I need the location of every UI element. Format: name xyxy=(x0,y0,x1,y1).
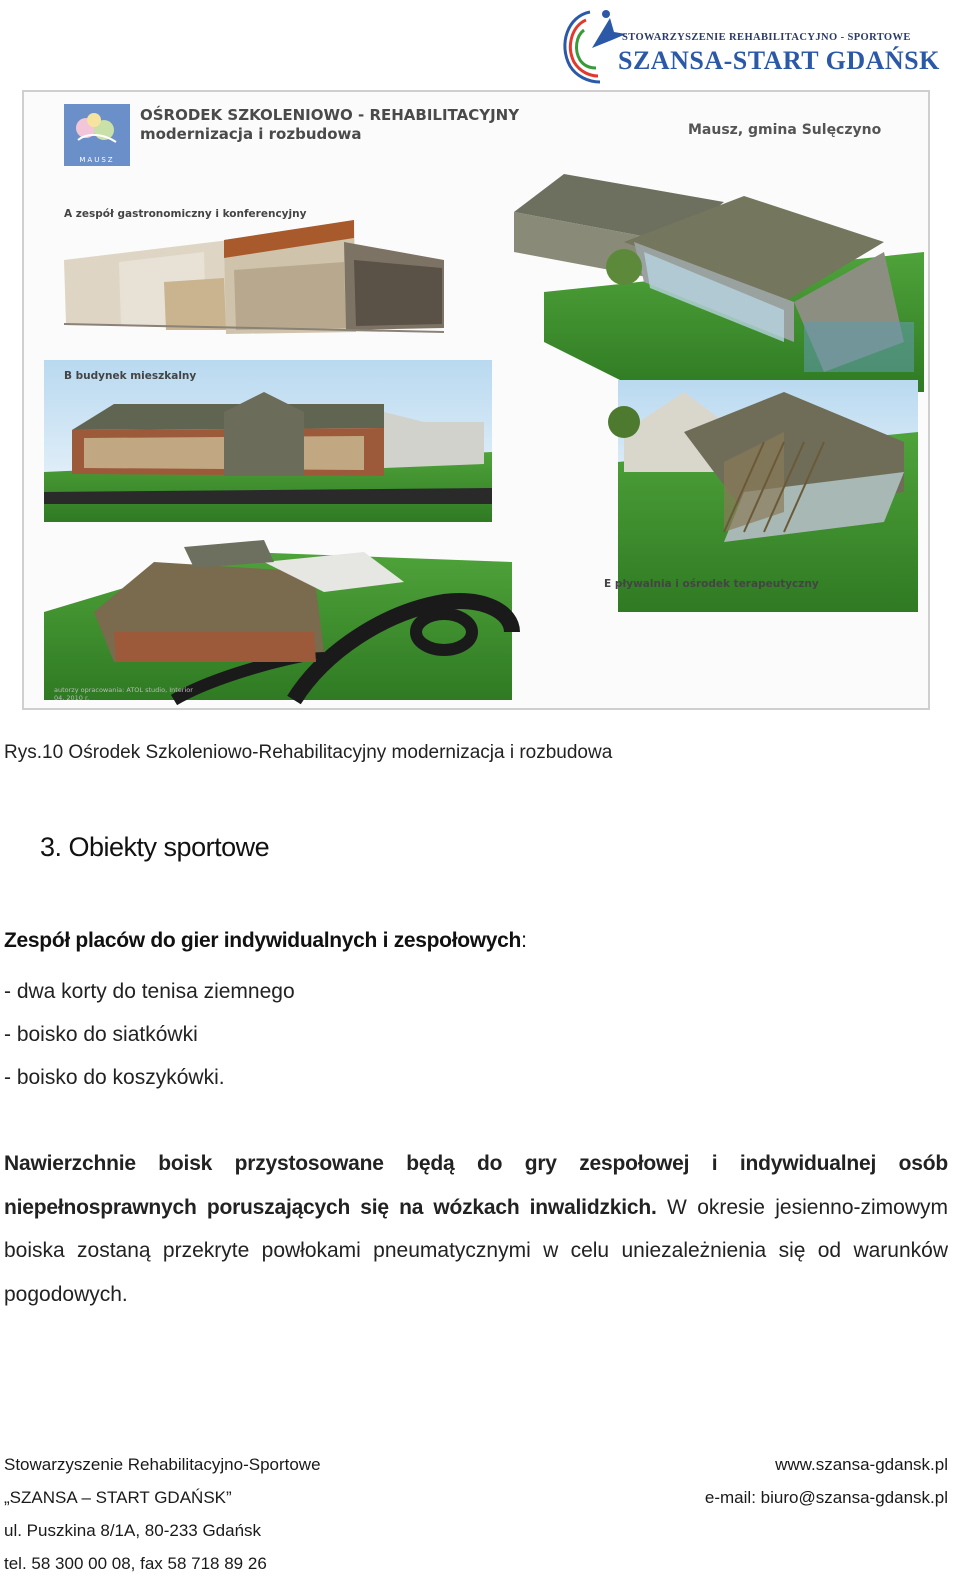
swirl-logo-icon xyxy=(556,4,626,84)
figure-credit-line1: autorzy opracowania: ATOL studio, Interior xyxy=(54,686,193,694)
label-a: A zespół gastronomiczny i konferencyjny xyxy=(64,208,307,220)
label-e: E pływalnia i ośrodek terapeutyczny xyxy=(604,578,819,590)
footer-line: tel. 58 300 00 08, fax 58 718 89 26 xyxy=(4,1554,267,1573)
figure-title-line2: modernizacja i rozbudowa xyxy=(140,125,362,143)
section-heading: 3. Obiekty sportowe xyxy=(40,832,270,862)
subheading-bold: Zespół placów do gier indywidualnych i zespołowych xyxy=(4,929,522,952)
footer-line: „SZANSA – START GDAŃSK” xyxy=(4,1488,232,1507)
render-top-right xyxy=(514,174,924,392)
list-item: - dwa korty do tenisa ziemnego xyxy=(4,980,295,1003)
facilities-list xyxy=(4,970,295,1099)
figure-title-line1: OŚRODEK SZKOLENIOWO - REHABILITACYJNY xyxy=(140,106,520,124)
mausz-logo-text: MAUSZ xyxy=(79,156,115,164)
figure-credit xyxy=(54,686,193,702)
footer-line: Stowarzyszenie Rehabilitacyjno-Sportowe xyxy=(4,1455,321,1474)
mausz-emblem-icon xyxy=(64,104,130,156)
render-collage xyxy=(24,92,928,708)
render-a xyxy=(64,220,444,334)
figure-title xyxy=(140,106,519,144)
body-paragraph xyxy=(4,1142,948,1316)
architecture-figure xyxy=(22,90,930,710)
figure-caption: Rys.10 Ośrodek Szkoleniowo-Rehabilitacyjny modernizacja i rozbudowa xyxy=(4,742,613,763)
paragraph-rest: W okresie jesienno-zimowym boiska zostaną przekryte powłokami pneumatycznymi w celu uniezależnienia się od warunków pogodowych. xyxy=(4,1195,948,1306)
org-name-large: SZANSA-START GDAŃSK xyxy=(618,46,940,75)
paragraph-bold: Nawierzchnie boisk przystosowane będą do gry zespołowej i indywidualnej osób niepełnosprawnych poruszających się na wózkach inwalidzkich. xyxy=(4,1152,948,1219)
org-name-small: STOWARZYSZENIE REHABILITACYJNO - SPORTOWE xyxy=(622,32,911,43)
mausz-logo xyxy=(64,104,130,166)
subheading-tail: : xyxy=(521,929,527,952)
footer-line: ul. Puszkina 8/1A, 80-233 Gdańsk xyxy=(4,1521,262,1540)
label-b: B budynek mieszkalny xyxy=(64,370,197,382)
list-item: - boisko do koszykówki. xyxy=(4,1066,225,1089)
figure-credit-line2: 04. 2010 r. xyxy=(54,694,90,702)
footer-contact xyxy=(705,1448,948,1514)
list-item: - boisko do siatkówki xyxy=(4,1023,198,1046)
figure-location: Mausz, gmina Sulęczyno xyxy=(688,122,882,138)
section-subheading xyxy=(4,929,527,953)
footer-address xyxy=(4,1448,321,1580)
footer-website[interactable]: www.szansa-gdansk.pl xyxy=(775,1455,948,1474)
render-b xyxy=(44,360,492,522)
footer-email[interactable]: e-mail: biuro@szansa-gdansk.pl xyxy=(704,1488,948,1507)
render-site-aerial xyxy=(44,532,512,700)
organization-logo xyxy=(556,4,946,84)
